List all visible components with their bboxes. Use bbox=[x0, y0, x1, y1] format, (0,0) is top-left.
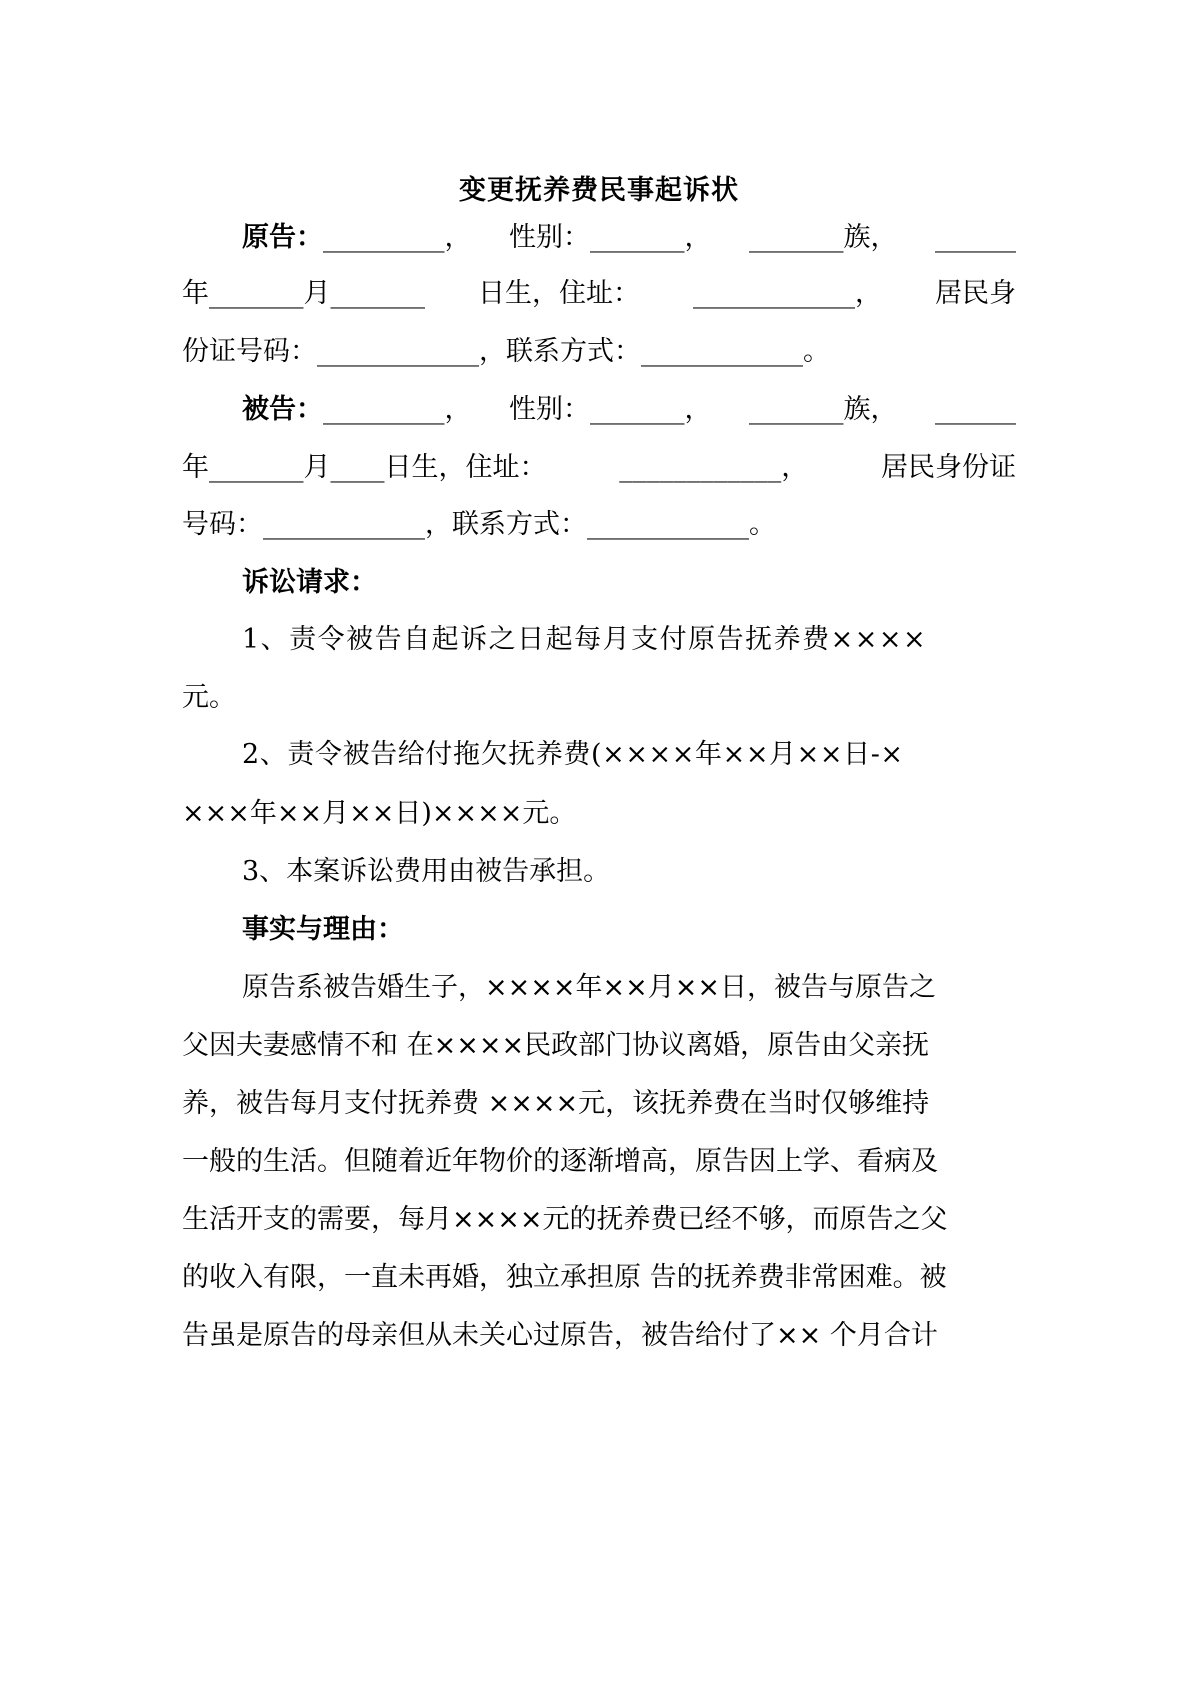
document-title: 变更抚养费民事起诉状 bbox=[459, 175, 739, 206]
facts-line: 养，被告每月支付抚养费 ××××元，该抚养费在当时仅够维持 bbox=[182, 1088, 930, 1119]
facts-line: 告虽是原告的母亲但从未关心过原告，被告给付了×× 个月合计 bbox=[182, 1320, 938, 1351]
claims-heading: 诉讼请求： bbox=[242, 567, 377, 598]
plaintiff-address-blank: ____________， bbox=[693, 278, 882, 309]
defendant-address-blank: ____________， bbox=[619, 452, 809, 483]
plaintiff-line-2 bbox=[182, 274, 1016, 314]
defendant-line-1 bbox=[242, 390, 1016, 430]
defendant-year-blank: ______ bbox=[935, 394, 1016, 425]
facts-line: 一般的生活。但随着近年物价的逐渐增高，原告因上学、看病及 bbox=[182, 1146, 938, 1177]
plaintiff-ethnicity: _______族， bbox=[749, 222, 898, 253]
plaintiff-gender: 性别：_______， bbox=[509, 222, 712, 253]
claim-item-1: 1、责令被告自起诉之日起每月支付原告抚养费×××× bbox=[242, 624, 928, 655]
claim-item-2-cont: ×××年××月××日)××××元。 bbox=[182, 798, 577, 829]
plaintiff-year-blank: ______ bbox=[935, 222, 1016, 253]
defendant-label: 被告： bbox=[242, 394, 323, 425]
plaintiff-birth-date: 年_______月_______ bbox=[182, 278, 425, 309]
facts-line: 的收入有限，一直未再婚，独立承担原 告的抚养费非常困难。被 bbox=[182, 1262, 947, 1293]
defendant-ethnicity: _______族， bbox=[749, 394, 898, 425]
facts-line: 原告系被告婚生子，××××年××月××日，被告与原告之 bbox=[242, 972, 936, 1003]
defendant-line-3: 号码：____________，联系方式：____________。 bbox=[182, 509, 776, 540]
defendant-gender: 性别：_______， bbox=[509, 394, 712, 425]
defendant-line-2 bbox=[182, 448, 1016, 488]
defendant-name-blank: _________， bbox=[323, 394, 472, 425]
facts-line: 父因夫妻感情不和 在××××民政部门协议离婚，原告由父亲抚 bbox=[182, 1030, 930, 1061]
facts-heading: 事实与理由： bbox=[242, 914, 404, 945]
plaintiff-line-1 bbox=[242, 218, 1016, 258]
claim-item-2: 2、责令被告给付拖欠抚养费(××××年××月××日-× bbox=[242, 739, 904, 770]
facts-line: 生活开支的需要，每月××××元的抚养费已经不够，而原告之父 bbox=[182, 1204, 948, 1235]
plaintiff-id-label: 居民身 bbox=[935, 278, 1016, 309]
plaintiff-name-blank: _________， bbox=[323, 222, 472, 253]
defendant-birth-address: 年_______月____日生，住址： bbox=[182, 452, 547, 483]
document-page bbox=[182, 0, 1016, 1683]
plaintiff-line-3: 份证号码：____________，联系方式：____________。 bbox=[182, 336, 830, 367]
claim-item-3: 3、本案诉讼费用由被告承担。 bbox=[242, 856, 611, 887]
claim-item-1-cont: 元。 bbox=[182, 682, 236, 713]
defendant-id-label: 居民身份证 bbox=[881, 452, 1016, 483]
plaintiff-label: 原告： bbox=[242, 222, 323, 253]
plaintiff-address-label: 日生，住址： bbox=[478, 278, 640, 309]
